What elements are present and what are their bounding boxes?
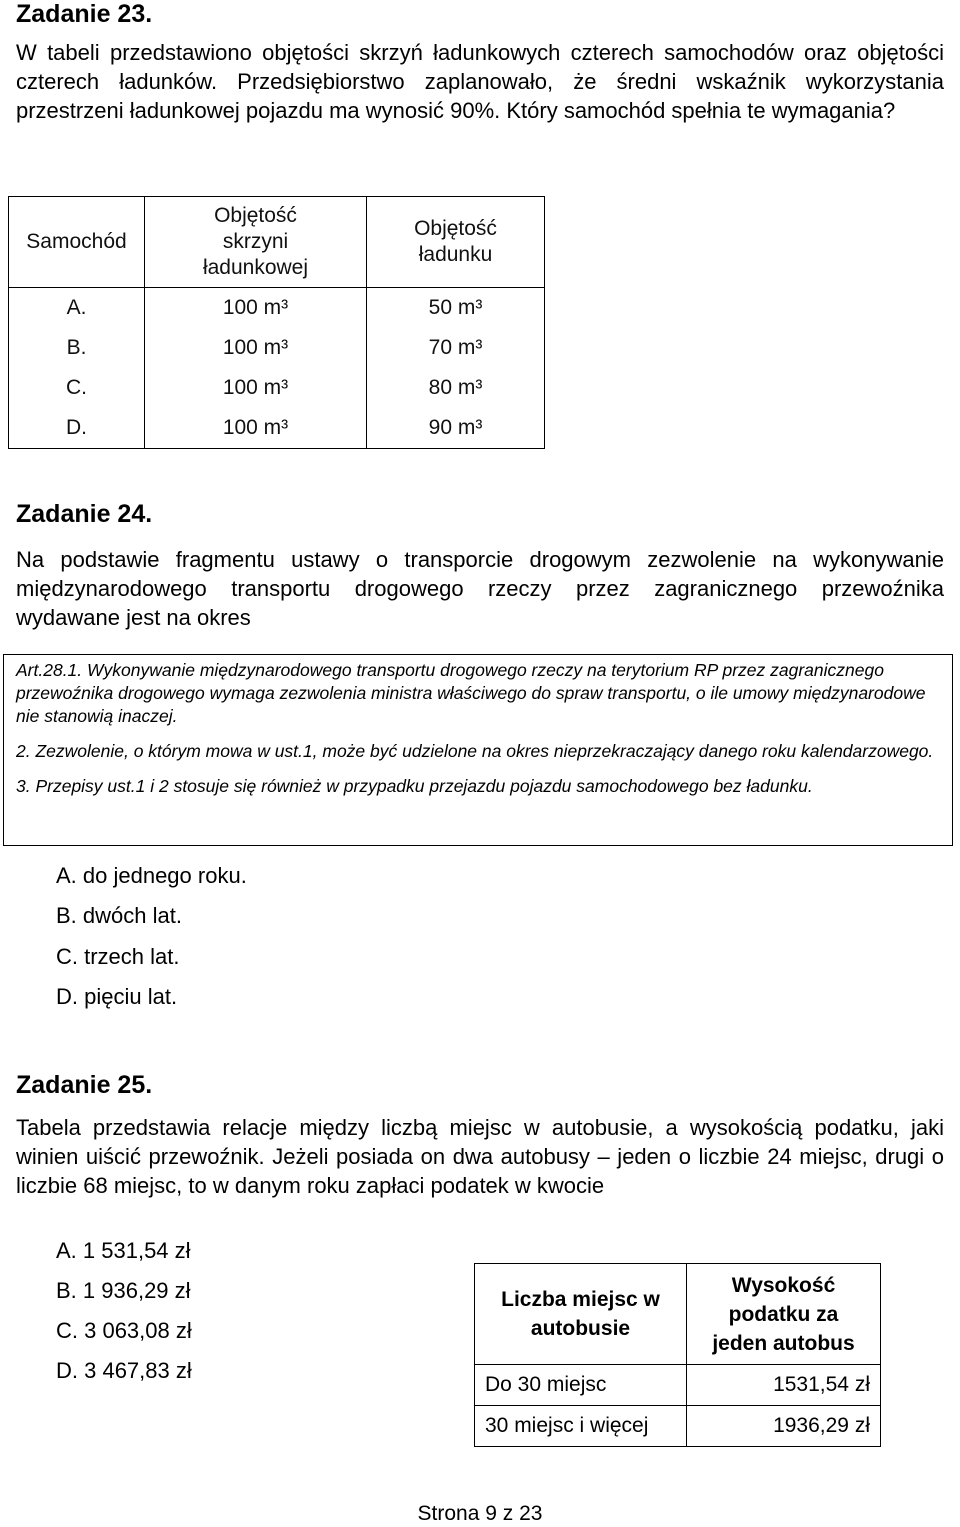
table-row xyxy=(475,1365,881,1406)
table-cell: 100 m³ xyxy=(145,408,367,449)
header-cell: Samochód xyxy=(9,197,145,288)
task-24-text: Na podstawie fragmentu ustawy o transporcie drogowym zezwolenie na wykonywanie międzynarodowego transportu drogowego rzeczy przez zagranicznego przewoźnika wydawane jest na okres xyxy=(16,547,944,630)
table-cell: 1531,54 zł xyxy=(687,1365,881,1406)
table-row xyxy=(9,328,545,368)
header-cell: Wysokość podatku za jeden autobus xyxy=(687,1264,881,1365)
answer-option-b: B. 1 936,29 zł xyxy=(56,1278,191,1303)
table-header-row xyxy=(475,1264,881,1365)
task-23-title: Zadanie 23. xyxy=(16,0,153,28)
table-cell: B. xyxy=(9,328,145,368)
task-25-title: Zadanie 25. xyxy=(16,1071,153,1099)
table-cell: 100 m³ xyxy=(145,328,367,368)
table-cell: 1936,29 zł xyxy=(687,1406,881,1447)
table-cell: 90 m³ xyxy=(367,408,545,449)
table-cell: 80 m³ xyxy=(367,368,545,408)
answer-option-c: C. 3 063,08 zł xyxy=(56,1318,192,1343)
table-cell: C. xyxy=(9,368,145,408)
answer-option-d: D. pięciu lat. xyxy=(56,984,178,1009)
task-24-title: Zadanie 24. xyxy=(16,500,153,528)
table-row xyxy=(475,1406,881,1447)
task-23-table xyxy=(8,196,545,449)
header-cell: Liczba miejsc w autobusie xyxy=(475,1264,687,1365)
table-cell: Do 30 miejsc xyxy=(475,1365,687,1406)
table-header-row xyxy=(9,197,545,288)
task-23-text: W tabeli przedstawiono objętości skrzyń ładunkowych czterech samochodów oraz objętości czterech ładunków. Przedsiębiorstwo zaplanowało, że średni wskaźnik wykorzystania przestrzeni ładunkowej pojazdu ma wynosić 90%. Który samochód spełnia te wymagania? xyxy=(16,40,944,123)
answer-option-a: A. 1 531,54 zł xyxy=(56,1238,191,1263)
table-cell: 70 m³ xyxy=(367,328,545,368)
task-25-table xyxy=(474,1263,881,1447)
law-paragraph: Art.28.1. Wykonywanie międzynarodowego transportu drogowego rzeczy na terytorium RP przez zagranicznego przewoźnika drogowego wymaga zezwolenia ministra właściwego do spraw transportu, o ile umowy międzynarodowe nie stanowią inaczej. xyxy=(16,660,926,726)
law-paragraph: 3. Przepisy ust.1 i 2 stosuje się również w przypadku przejazdu pojazdu samochodowego bez ładunku. xyxy=(16,776,813,796)
law-excerpt-box xyxy=(3,654,953,846)
table-cell: 30 miejsc i więcej xyxy=(475,1406,687,1447)
table-row xyxy=(9,408,545,449)
table-cell: 100 m³ xyxy=(145,288,367,329)
table-cell: D. xyxy=(9,408,145,449)
answer-option-b: B. dwóch lat. xyxy=(56,903,182,928)
page-footer: Strona 9 z 23 xyxy=(417,1502,543,1525)
answer-option-d: D. 3 467,83 zł xyxy=(56,1358,192,1383)
table-cell: A. xyxy=(9,288,145,329)
answer-option-a: A. do jednego roku. xyxy=(56,863,247,888)
answer-option-c: C. trzech lat. xyxy=(56,944,180,969)
table-row xyxy=(9,288,545,329)
header-cell: Objętość skrzyni ładunkowej xyxy=(145,197,367,288)
header-cell: Objętość ładunku xyxy=(367,197,545,288)
table-row xyxy=(9,368,545,408)
table-cell: 50 m³ xyxy=(367,288,545,329)
law-paragraph: 2. Zezwolenie, o którym mowa w ust.1, może być udzielone na okres nieprzekraczający danego roku kalendarzowego. xyxy=(16,741,934,761)
task-25-text: Tabela przedstawia relacje między liczbą miejsc w autobusie, a wysokością podatku, jaki winien uiścić przewoźnik. Jeżeli posiada on dwa autobusy – jeden o liczbie 24 miejsc, drugi o liczbie 68 miejsc, to w danym roku zapłaci podatek w kwocie xyxy=(16,1115,944,1198)
table-cell: 100 m³ xyxy=(145,368,367,408)
